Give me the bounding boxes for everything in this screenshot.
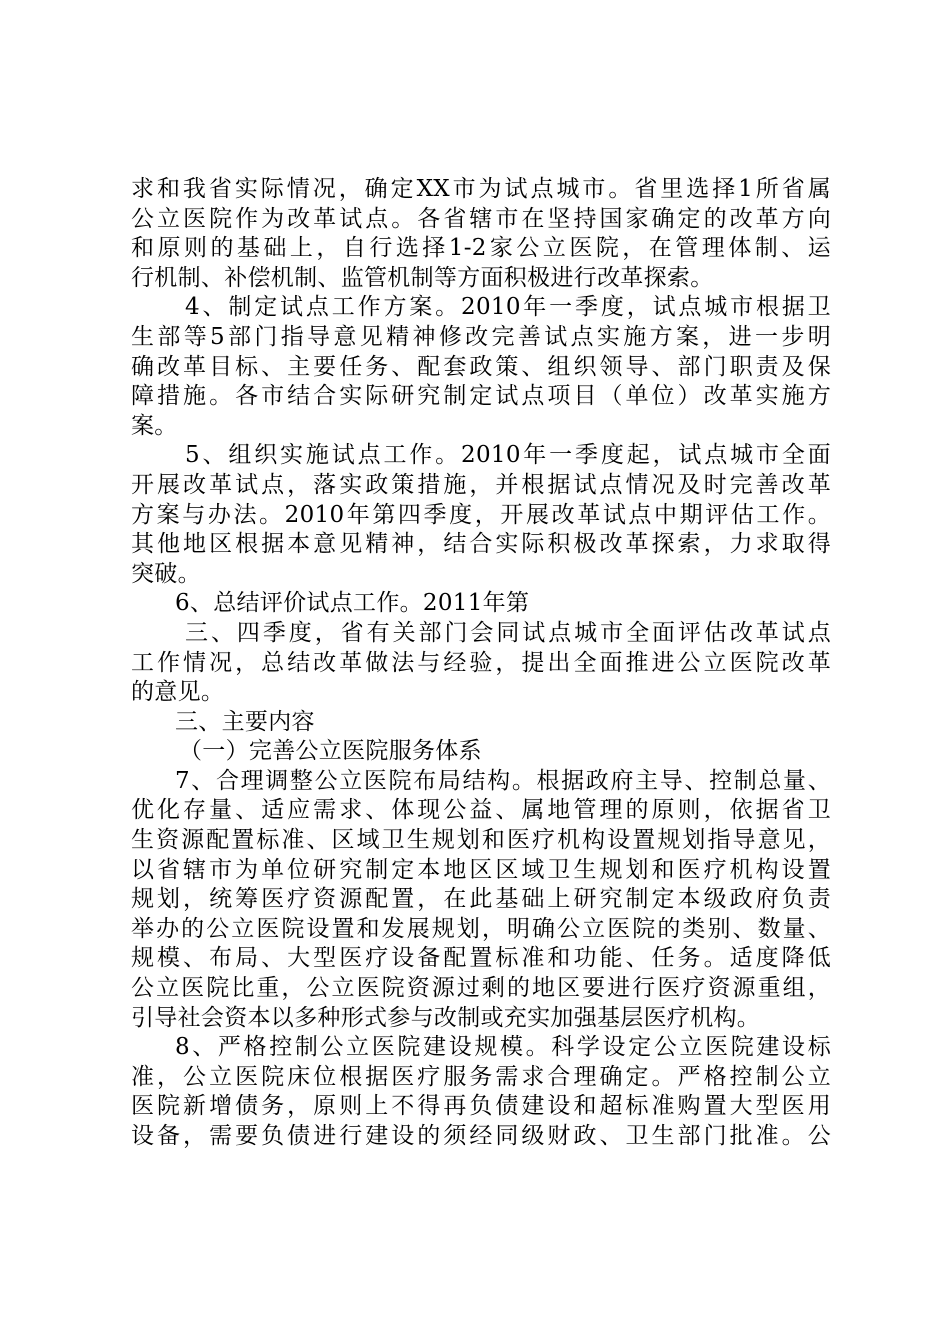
text-line: 案。 [131, 412, 178, 439]
text-line: 6、总结评价试点工作。2011年第 [175, 590, 530, 617]
text-line: 引导社会资本以多种形式参与改制或充实加强基层医疗机构。 [131, 1004, 761, 1031]
text-line: 举办的公立医院设置和发展规划，明确公立医院的类别、数量、 [131, 915, 831, 942]
document-page [131, 175, 831, 1152]
text-line: （一）完善公立医院服务体系 [179, 738, 482, 765]
text-line: 其他地区根据本意见精神，结合实际积极改革探索，力求取得 [131, 531, 831, 558]
text-line: 规模、布局、大型医疗设备配置标准和功能、任务。适度降低 [131, 945, 831, 972]
text-line: 的意见。 [131, 679, 225, 706]
text-line: 开展改革试点，落实政策措施，并根据试点情况及时完善改革 [131, 471, 831, 498]
text-line: 确改革目标、主要任务、配套政策、组织领导、部门职责及保 [131, 353, 831, 380]
text-line: 规划，统筹医疗资源配置，在此基础上研究制定本级政府负责 [131, 886, 831, 913]
text-line: 行机制、补偿机制、监管机制等方面积极进行改革探索。 [131, 264, 714, 291]
text-line: 求和我省实际情况，确定XX市为试点城市。省里选择1所省属 [131, 176, 831, 202]
text-line: 准，公立医院床位根据医疗服务需求合理确定。严格控制公立 [131, 1063, 831, 1090]
text-line: 7、合理调整公立医院布局结构。根据政府主导、控制总量、 [175, 767, 831, 794]
text-line: 4、制定试点工作方案。2010年一季度，试点城市根据卫 [185, 294, 831, 321]
text-line: 优化存量、适应需求、体现公益、属地管理的原则，依据省卫 [131, 797, 831, 824]
text-line: 突破。 [131, 560, 201, 587]
text-line: 8、严格控制公立医院建设规模。科学设定公立医院建设标 [175, 1034, 831, 1061]
text-line: 医院新增债务，原则上不得再负债建设和超标准购置大型医用 [131, 1093, 831, 1120]
text-line: 设备，需要负债进行建设的须经同级财政、卫生部门批准。公 [131, 1123, 831, 1149]
text-line: 生资源配置标准、区域卫生规划和医疗机构设置规划指导意见， [131, 827, 831, 854]
text-line: 障措施。各市结合实际研究制定试点项目（单位）改革实施方 [131, 383, 831, 410]
text-line: 和原则的基础上，自行选择1-2家公立医院，在管理体制、运 [131, 235, 831, 262]
text-line: 5、组织实施试点工作。2010年一季度起，试点城市全面 [185, 442, 831, 469]
text-line: 三、主要内容 [175, 708, 315, 735]
text-line: 三、四季度，省有关部门会同试点城市全面评估改革试点 [185, 619, 831, 646]
text-line: 生部等5部门指导意见精神修改完善试点实施方案，进一步明 [131, 323, 831, 350]
text-line: 公立医院比重，公立医院资源过剩的地区要进行医疗资源重组， [131, 975, 831, 1002]
text-line: 方案与办法。2010年第四季度，开展改革试点中期评估工作。 [131, 501, 831, 528]
text-line: 公立医院作为改革试点。各省辖市在坚持国家确定的改革方向 [131, 205, 831, 232]
text-line: 以省辖市为单位研究制定本地区区域卫生规划和医疗机构设置 [131, 856, 831, 883]
text-line: 工作情况，总结改革做法与经验，提出全面推进公立医院改革 [131, 649, 831, 676]
